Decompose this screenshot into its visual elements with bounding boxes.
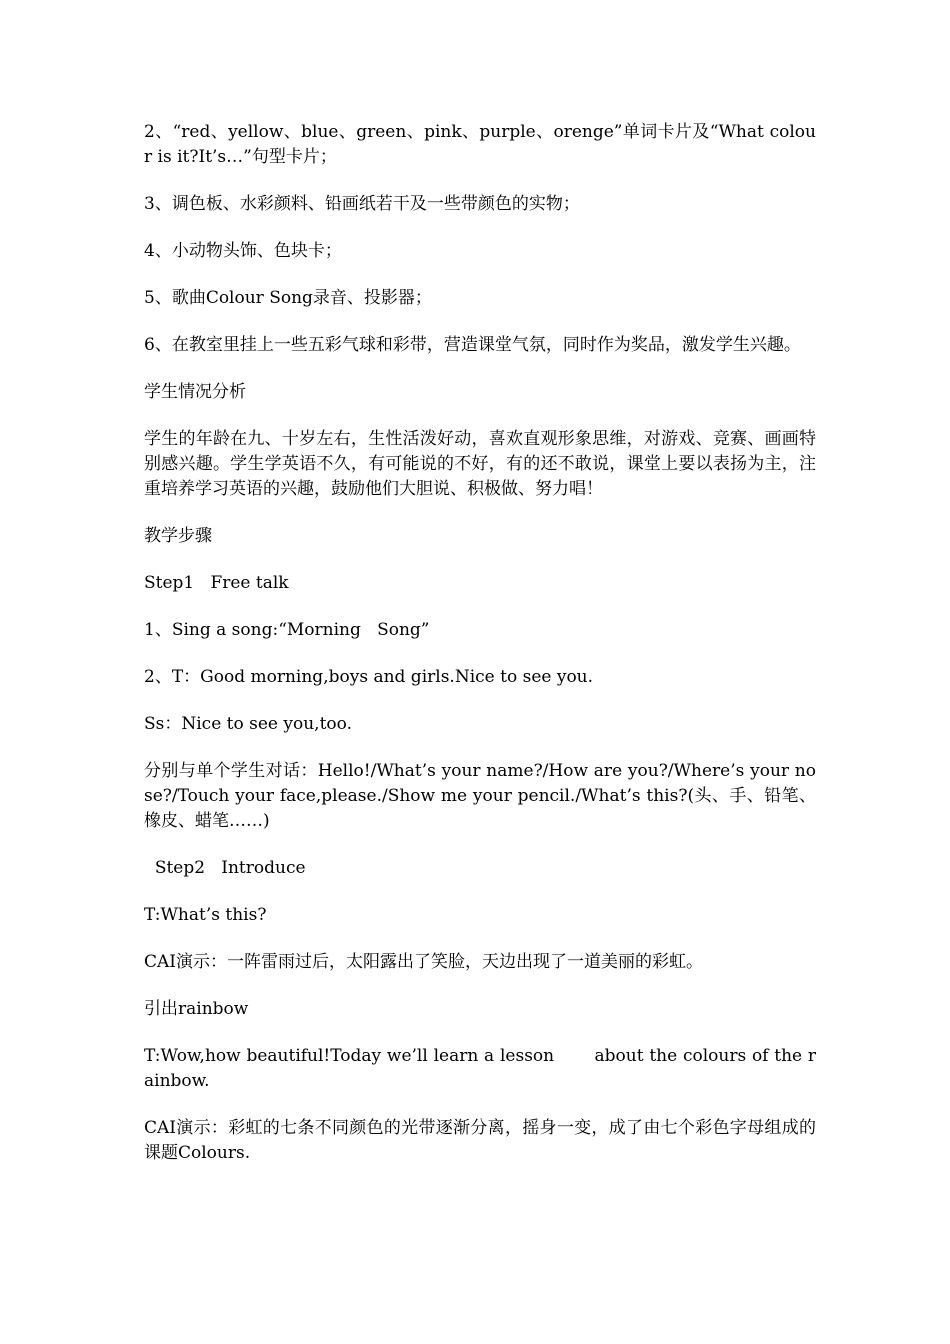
paragraph-materials-2: 2、“red、yellow、blue、green、pink、purple、orenge”单词卡片及“What colour is it?It’s…”句型卡片；: [144, 122, 816, 167]
section-heading-student-analysis: 学生情况分析: [144, 382, 246, 402]
step1-item-1: 1、Sing a song:“Morning Song”: [144, 620, 430, 640]
step2-introduce-rainbow: 引出rainbow: [144, 999, 249, 1019]
paragraph-materials-6: 6、在教室里挂上一些五彩气球和彩带，营造课堂气氛，同时作为奖品，激发学生兴趣。: [144, 335, 801, 355]
paragraph-materials-5: 5、歌曲Colour Song录音、投影器；: [144, 288, 432, 308]
step1-dialogue: 分别与单个学生对话：Hello!/What’s your name?/How are you?/Where’s your nose?/Touch your face,please./Show me your pencil./What’s this?(头、手、铅笔、橡皮、蜡笔……): [144, 761, 816, 831]
step2-cai-demo-1: CAI演示：一阵雷雨过后，太阳露出了笑脸，天边出现了一道美丽的彩虹。: [144, 952, 703, 972]
paragraph-materials-3: 3、调色板、水彩颜料、铅画纸若干及一些带颜色的实物；: [144, 194, 580, 214]
step2-teacher-lesson: T:Wow,how beautiful!Today we’ll learn a lesson about the colours of the rainbow.: [144, 1046, 816, 1091]
step1-item-2: 2、T：Good morning,boys and girls.Nice to see you.: [144, 667, 594, 687]
paragraph-materials-4: 4、小动物头饰、色块卡；: [144, 241, 342, 261]
step1-heading: Step1 Free talk: [144, 573, 289, 593]
step2-teacher-question: T:What’s this?: [144, 905, 267, 925]
section-heading-teaching-steps: 教学步骤: [144, 526, 212, 546]
document-body: [144, 120, 816, 1188]
step2-heading: Step2 Introduce: [144, 858, 306, 878]
paragraph-student-analysis: 学生的年龄在九、十岁左右，生性活泼好动，喜欢直观形象思维，对游戏、竞赛、画画特别感兴趣。学生学英语不久，有可能说的不好，有的还不敢说，课堂上要以表扬为主，注重培养学习英语的兴趣，鼓励他们大胆说、积极做、努力唱！: [144, 429, 816, 499]
step2-cai-demo-2: CAI演示：彩虹的七条不同颜色的光带逐渐分离，摇身一变，成了由七个彩色字母组成的课题Colours.: [144, 1118, 816, 1163]
step1-students-reply: Ss：Nice to see you,too.: [144, 714, 352, 734]
